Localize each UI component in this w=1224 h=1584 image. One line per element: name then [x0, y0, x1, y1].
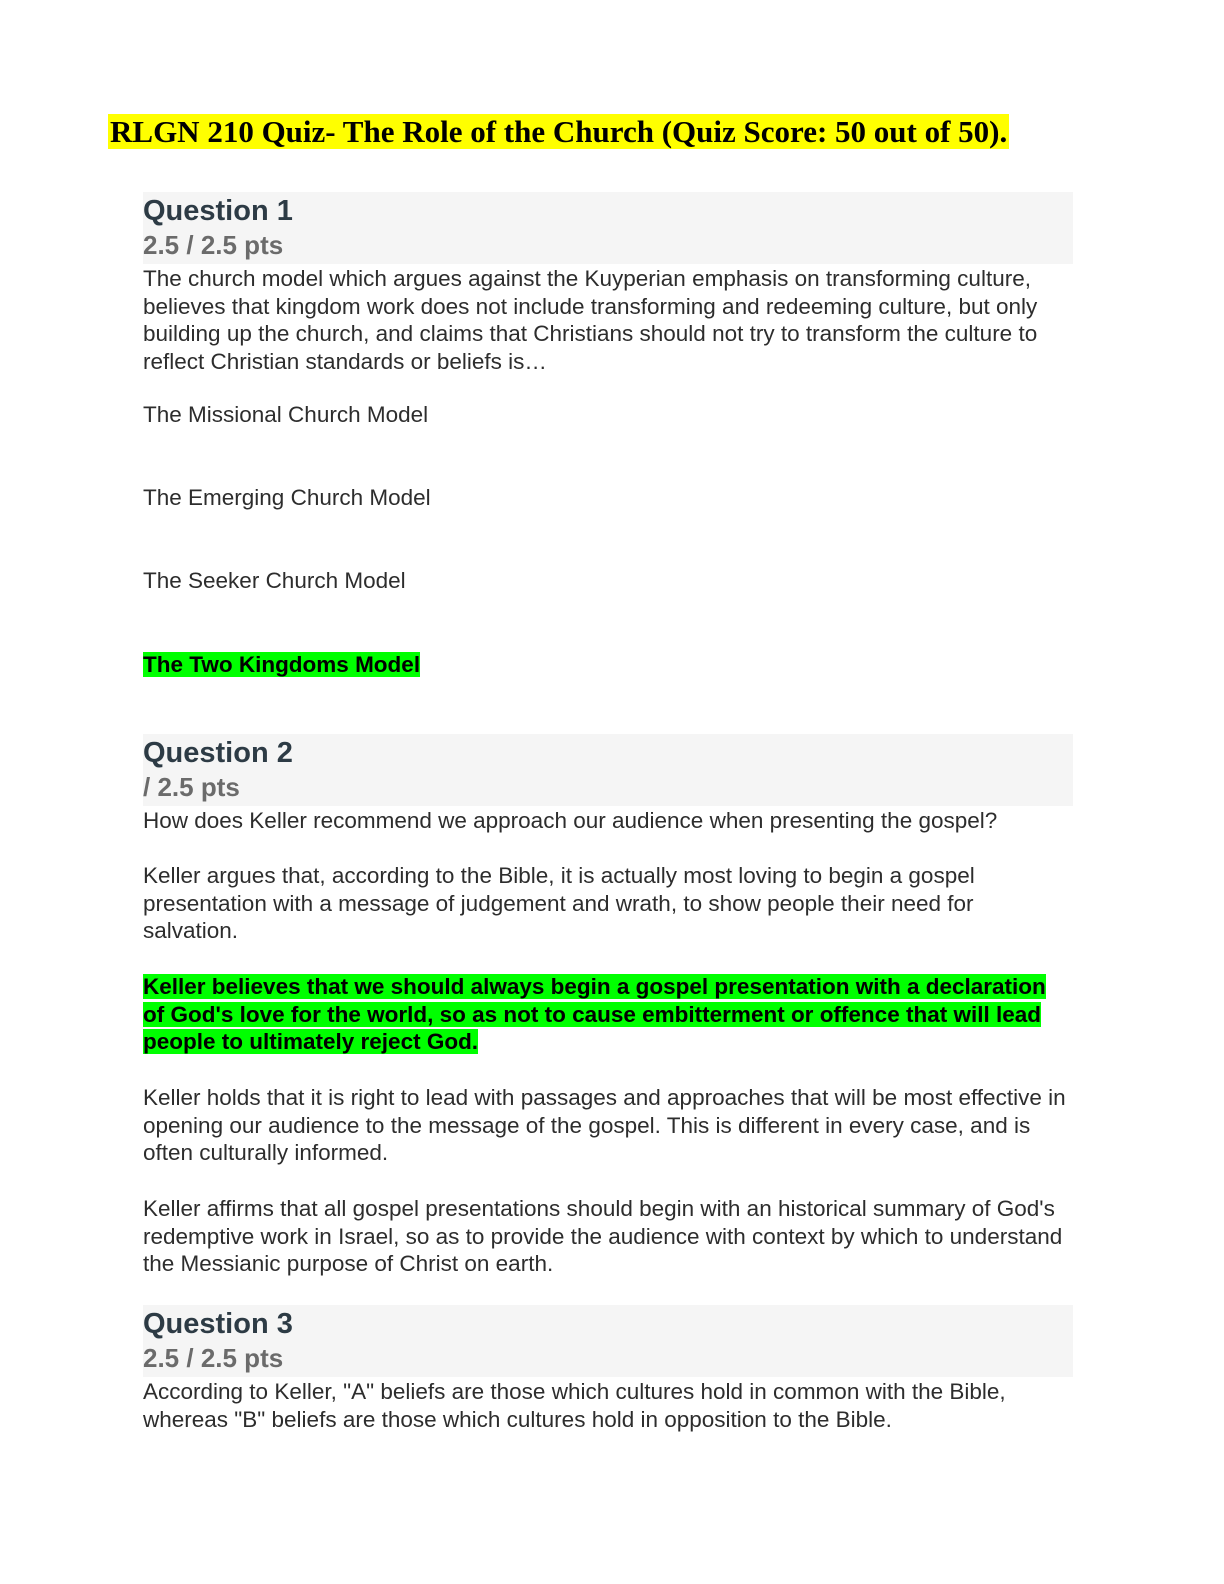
question-1-answer-3: The Seeker Church Model — [143, 568, 406, 593]
question-1-points: 2.5 / 2.5 pts — [143, 230, 284, 260]
question-2-answer-3: Keller holds that it is right to lead with passages and approaches that will be most effective in opening our audience to the message of the gospel. This is different in every case, and is often culturally informed. — [143, 1085, 1066, 1165]
question-2-answer-2-correct — [143, 973, 1073, 1056]
question-2-title: Question 2 — [143, 737, 293, 769]
question-1-answer-1: The Missional Church Model — [143, 402, 429, 427]
question-1-answer-2: The Emerging Church Model — [143, 485, 431, 510]
question-1-header — [143, 192, 1073, 264]
question-3-points: 2.5 / 2.5 pts — [143, 1343, 284, 1373]
question-1-prompt: The church model which argues against the Kuyperian emphasis on transforming culture, believes that kingdom work does not include transforming and redeeming culture, but only building up the church, and claims that Christians should not try to transform the culture to reflect Christian standards or beliefs is… — [143, 266, 1038, 374]
question-2-answer-1: Keller argues that, according to the Bible, it is actually most loving to begin a gospel presentation with a message of judgement and wrath, to show people their need for salvation. — [143, 863, 975, 943]
question-2-header — [143, 734, 1073, 806]
quiz-title — [108, 112, 1009, 152]
question-2-answer-2-text: Keller believes that we should always begin a gospel presentation with a declaration of God's love for the world, so as not to cause embitterment or offence that will lead people to ultimately reject God. — [143, 974, 1046, 1054]
question-3-prompt: According to Keller, "A" beliefs are those which cultures hold in common with the Bible, whereas "B" beliefs are those which cultures hold in opposition to the Bible. — [143, 1379, 1006, 1432]
question-2-answer-4: Keller affirms that all gospel presentations should begin with an historical summary of God's redemptive work in Israel, so as to provide the audience with context by which to understand the Messianic purpose of Christ on earth. — [143, 1196, 1063, 1276]
question-1-title: Question 1 — [143, 195, 293, 227]
quiz-title-text: RLGN 210 Quiz- The Role of the Church (Quiz Score: 50 out of 50). — [110, 114, 1008, 149]
question-2-prompt: How does Keller recommend we approach our audience when presenting the gospel? — [143, 808, 998, 833]
question-3-title: Question 3 — [143, 1308, 293, 1340]
question-3-header — [143, 1305, 1073, 1377]
question-2-points: / 2.5 pts — [143, 772, 240, 802]
question-1-answer-4-correct — [143, 651, 1073, 679]
question-1-answer-4-text: The Two Kingdoms Model — [143, 652, 421, 677]
